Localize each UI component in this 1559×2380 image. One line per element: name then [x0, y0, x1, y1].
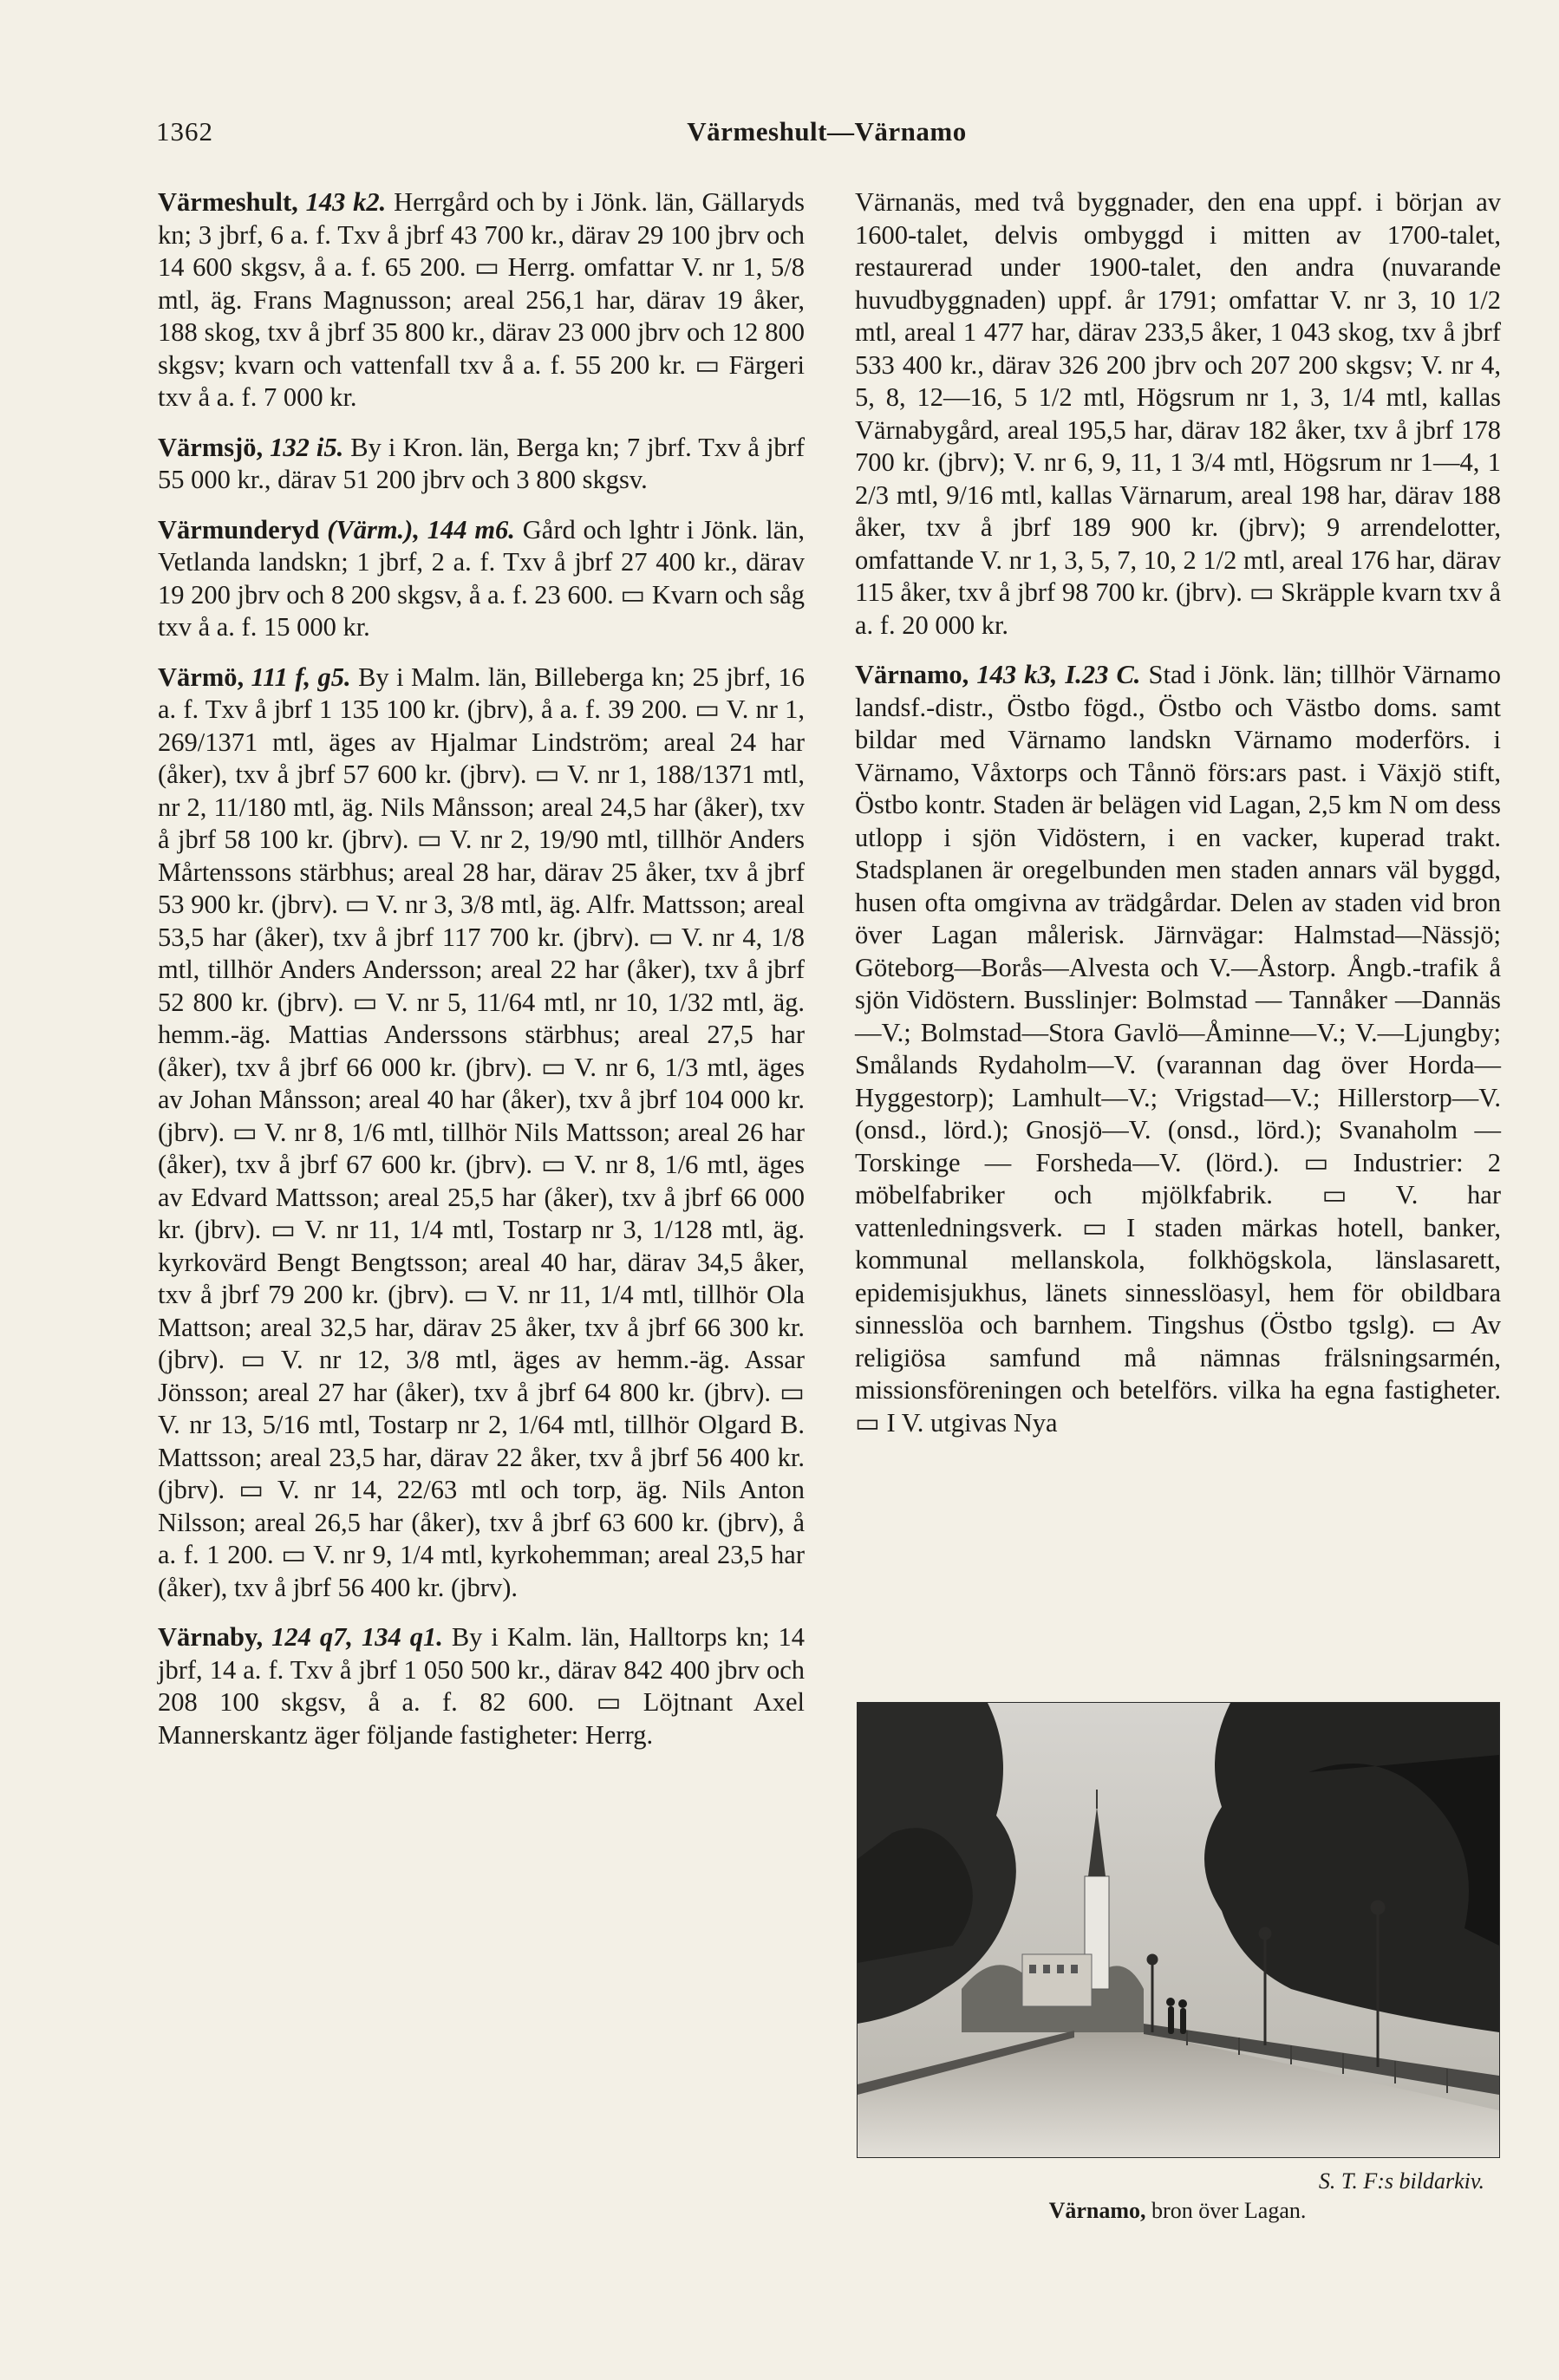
entry-text: By i Malm. län, Billeberga kn; 25 jbrf, 16 a. f. Txv å jbrf 1 135 100 kr. (jbrv), å a. f. 39 200. ▭ V. nr 1, 269/1371 mtl, äges av Hjalmar Lindström; areal 24 har (åker), txv å jbrf 57 600 kr. (jbrv). ▭ V. nr 1, 188/1371 mtl, nr 2, 11/180 mtl, äg. Nils Månsson; areal 24,5 har (åker), txv å jbrf 58 100 kr. (jbrv). ▭ V. nr 2, 19/90 mtl, tillhör Anders Mårtenssons stärbhus; areal 28 har, därav 25 åker, txv å jbrf 53 900 kr. (jbrv). ▭ V. nr 3, 3/8 mtl, äg. Alfr. Mattsson; areal 53,5 har (åker), txv å jbrf 117 700 kr. (jbrv). ▭ V. nr 4, 1/8 mtl, tillhör Anders Andersson; areal 22 har (åker), txv å jbrf 52 800 kr. (jbrv). ▭ V. nr 5, 11/64 mtl, nr 10, 1/32 mtl, äg. hemm.-äg. Mattias Anderssons stärbhus; areal 27,5 har (åker), txv å jbrf 66 000 kr. (jbrv). ▭ V. nr 6, 1/3 mtl, äges av Johan Månsson; areal 40 har (åker), txv å jbrf 104 000 kr. (jbrv). ▭ V. nr 8, 1/6 mtl, tillhör Nils Mattsson; areal 26 har (åker), txv å jbrf 67 600 kr. (jbrv). ▭ V. nr 8, 1/6 mtl, äges av Edvard Mattsson; areal 25,5 har (åker), txv å jbrf 66 000 kr. (jbrv). ▭ V. nr 11, 1/4 mtl, Tostarp nr 3, 1/128 mtl, äg. kyrkovärd Bengt Bengtsson; areal 40 har, därav 34,5 åker, txv å jbrf 79 200 kr. (jbrv). ▭ V. nr 11, 1/4 mtl, tillhör Ola Mattson; areal 32,5 har, därav 25 åker, txv å jbrf 66 300 kr. (jbrv). ▭ V. nr 12, 3/8 mtl, äges av hemm.-äg. Assar Jönsson; areal 27 har (åker), txv å jbrf 64 800 kr. (jbrv). ▭ V. nr 13, 5/16 mtl, Tostarp nr 2, 1/64 mtl, tillhör Olgard B. Mattsson; areal 23,5 har, därav 22 åker, txv å jbrf 56 400 kr. (jbrv). ▭ V. nr 14, 22/63 mtl och torp, äg. Nils Anton Nilsson; areal 26,5 har (åker), txv å jbrf 63 600 kr. (jbrv), å a. f. 1 200. ▭ V. nr 9, 1/4 mtl, kyrkohemman; areal 23,5 har (åker), txv å jbrf 56 400 kr. (jbrv). — [158, 662, 805, 1602]
map-reference: 124 q7, 134 q1. — [271, 1622, 443, 1652]
headword: Värnamo, — [855, 660, 969, 689]
page-header — [156, 116, 1497, 160]
headword: Värmunderyd — [158, 514, 320, 544]
entry-varmsjo — [158, 432, 805, 497]
headword: Värmeshult, — [158, 187, 298, 217]
map-reference: 132 i5. — [270, 432, 344, 462]
entry-varnamo — [855, 659, 1501, 1439]
entry-text: Stad i Jönk. län; tillhör Värnamo landsf.-distr., Östbo fögd., Östbo och Västbo doms. samt bildar med Värnamo landskn Värnamo moderförs. i Värnamo, Våxtorps och Tånnö förs:ars past. i Växjö stift, Östbo kontr. Staden är belägen vid Lagan, 2,5 km N om dess utlopp i sjön Vidöstern, i en vacker, kuperad trakt. Stadsplanen är oregelbunden men staden annars väl byggd, husen ofta omgivna av trädgårdar. Delen av staden vid bron över Lagan målerisk. Järnvägar: Halmstad—Nässjö; Göteborg—Borås—Alvesta och V.—Åstorp. Ångb.-trafik å sjön Vidöstern. Busslinjer: Bolmstad — Tannåker —Dannäs—V.; Bolmstad—Stora Gavlö—Åminne—V.; V.—Ljungby; Smålands Rydaholm—V. (varannan dag över Horda—Hyggestorp); Lamhult—V.; Vrigstad—V.; Hillerstorp—V. (onsd., lörd.); Gnosjö—V. (onsd., lörd.); Svanaholm — Torskinge — Forsheda—V. (lörd.). ▭ Industrier: 2 möbelfabriker och mjölkfabrik. ▭ V. har vattenledningsverk. ▭ I staden märkas hotell, banker, kommunal mellanskola, folkhögskola, länslasarett, epidemisjukhus, länets sinnesslöasyl, hem för obildbara sinnesslöa och barnhem. Tingshus (Östbo tgslg). ▭ Av religiösa samfund må nämnas frälsningsarmén, missionsföreningen och betelförs. vilka ha egna fastigheter. ▭ I V. utgivas Nya — [855, 660, 1502, 1438]
photo-caption — [857, 2198, 1498, 2224]
entry-text: Gård och lghtr i Jönk. län, Vetlanda landskn; 1 jbrf, 2 a. f. Txv å jbrf 27 400 kr., därav 19 200 jbrv och 8 200 skgsv, å a. f. 23 600. ▭ Kvarn och såg txv å a. f. 15 000 kr. — [158, 514, 806, 642]
bridge-photo — [857, 1702, 1500, 2158]
figure — [857, 1702, 1498, 2224]
map-reference: 143 k3, I.23 C. — [976, 660, 1141, 689]
entry-text: By i Kalm. län, Halltorps kn; 14 jbrf, 14 a. f. Txv å jbrf 1 050 500 kr., därav 842 400 jbrv och 208 100 skgsv, å a. f. 82 600. ▭ Löjtnant Axel Mannerskantz äger följande fastigheter: Herrg. — [158, 1622, 806, 1750]
headword: Värmö, — [158, 662, 245, 692]
photo-credit: S. T. F:s bildarkiv. — [1318, 2168, 1484, 2194]
map-reference: (Värm.), 144 m6. — [327, 514, 515, 544]
entry-varnaby-continued — [855, 186, 1501, 642]
running-head: Värmeshult—Värnamo — [687, 116, 967, 147]
headword: Värmsjö, — [158, 432, 264, 462]
caption-text: bron över Lagan. — [1151, 2198, 1307, 2223]
entry-text: Värnanäs, med två byggnader, den ena uppf. i början av 1600-talet, delvis ombyggd i mitten av 1700-talet, restaurerad under 1900-talet, den andra (nuvarande huvudbyggnaden) uppf. år 1791; omfattar V. nr 3, 10 1/2 mtl, areal 1 477 har, därav 233,5 åker, 1 043 skog, txv å jbrf 533 400 kr., därav 326 200 jbrv och 207 200 skgsv; V. nr 4, 5, 8, 12—16, 5 1/2 mtl, Högsrum nr 1, 3, 1/4 mtl, kallas Värnabygård, areal 195,5 har, därav 182 åker, txv å jbrf 178 700 kr. (jbrv); V. nr 6, 9, 11, 1 3/4 mtl, Högsrum nr 1—4, 1 2/3 mtl, 9/16 mtl, kallas Värnarum, areal 198 har, därav 188 åker, txv å jbrf 189 900 kr. (jbrv); 9 arrendelotter, omfattande V. nr 1, 3, 5, 7, 10, 2 1/2 mtl, areal 176 har, därav 115 åker, txv å jbrf 98 700 kr. (jbrv). ▭ Skräpple kvarn txv å a. f. 20 000 kr. — [855, 187, 1501, 640]
map-reference: 111 f, g5. — [251, 662, 351, 692]
entry-text: Herrgård och by i Jönk. län, Gällaryds kn; 3 jbrf, 6 a. f. Txv å jbrf 43 700 kr., därav 29 100 jbrv och 14 600 skgsv, å a. f. 65 200. ▭ Herrg. omfattar V. nr 1, 5/8 mtl, äg. Frans Magnusson; areal 256,1 har, därav 19 åker, 188 skog, txv å jbrf 35 800 kr., därav 23 000 jbrv och 12 800 skgsv; kvarn och vattenfall txv å a. f. 55 200 kr. ▭ Färgeri txv å a. f. 7 000 kr. — [158, 187, 806, 412]
entry-text: By i Kron. län, Berga kn; 7 jbrf. Txv å jbrf 55 000 kr., därav 51 200 jbrv och 3 800 skgsv. — [158, 432, 806, 494]
entry-varnaby — [158, 1621, 805, 1751]
entry-varmunderyd — [158, 514, 805, 644]
page-number: 1362 — [156, 116, 213, 147]
right-column — [855, 186, 1501, 1439]
left-column — [158, 186, 805, 1751]
map-reference: 143 k2. — [305, 187, 387, 217]
entry-varmeshult — [158, 186, 805, 414]
caption-place: Värnamo, — [1048, 2198, 1146, 2223]
headword: Värnaby, — [158, 1622, 264, 1652]
entry-varmo — [158, 662, 805, 1605]
